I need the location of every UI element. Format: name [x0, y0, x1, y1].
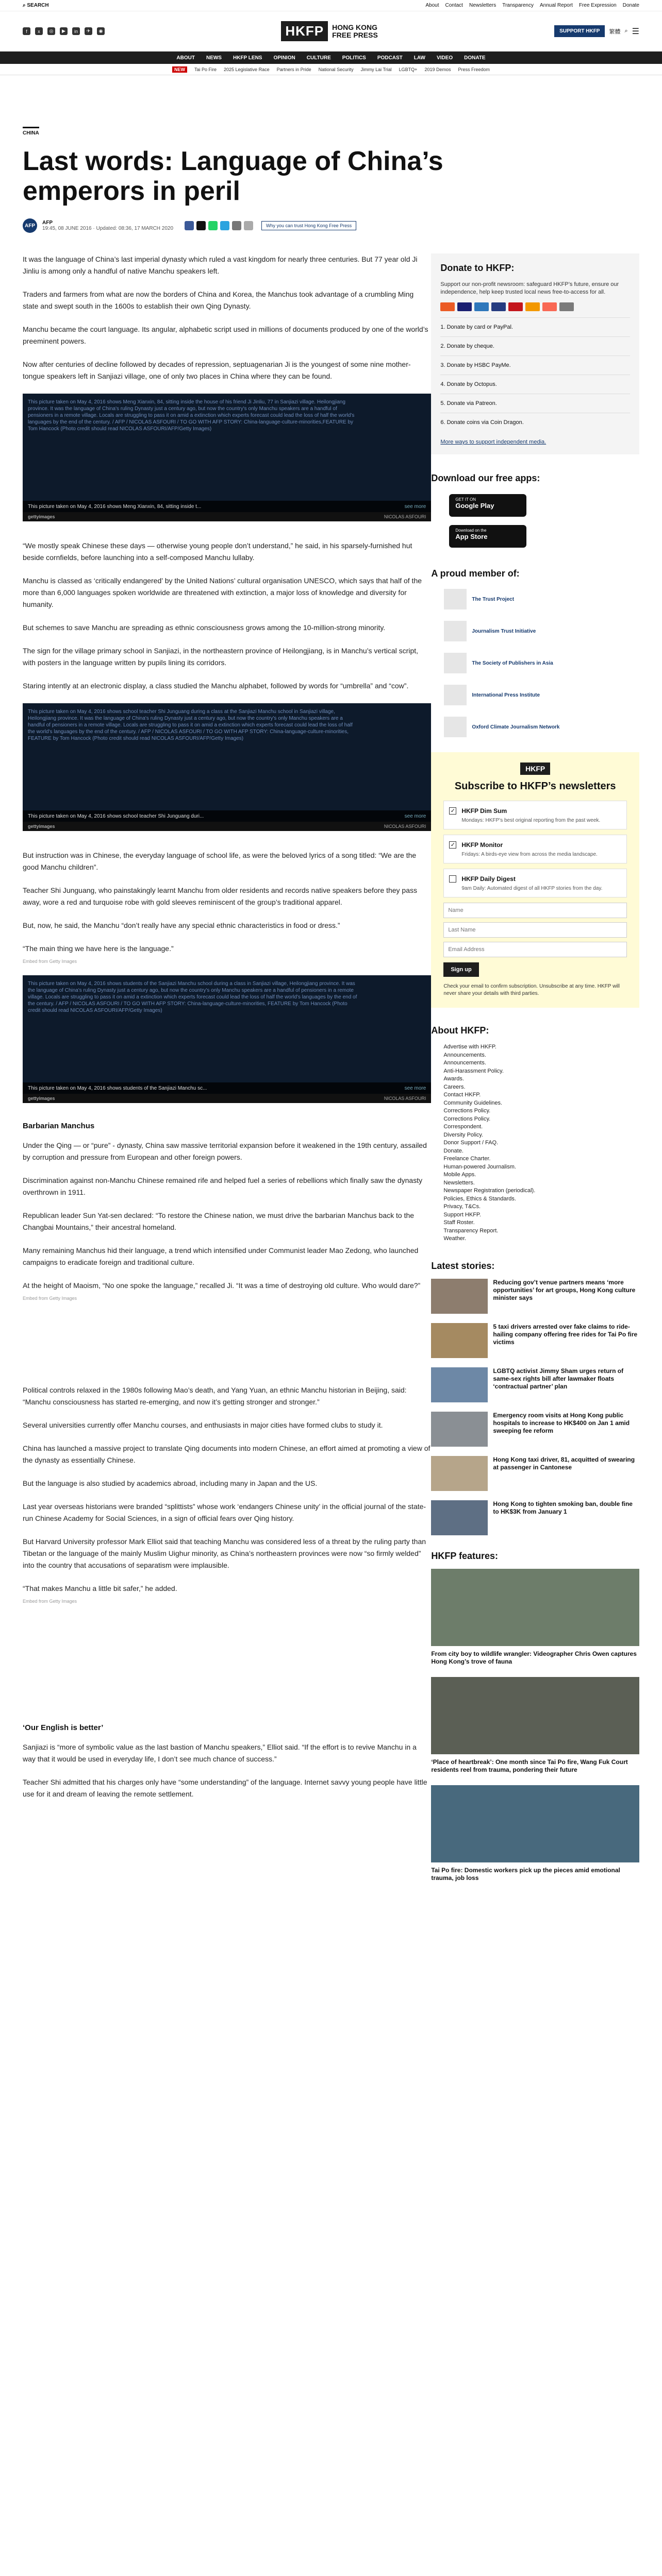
newsletter-fine-print: Check your email to confirm subscription. Unsubscribe at any time. HKFP will never share your details with third parties.	[443, 984, 620, 996]
nav-culture[interactable]: CULTURE	[306, 55, 331, 61]
about-link[interactable]: Contact HKFP.	[443, 1092, 481, 1098]
donate-option[interactable]: 6. Donate coins via Coin Dragon.	[440, 413, 630, 432]
about-link[interactable]: Announcements.	[443, 1060, 486, 1066]
features-title: HKFP features:	[431, 1550, 499, 1561]
story-headline[interactable]: Hong Kong to tighten smoking ban, double fine to HK$3K from January 1	[493, 1500, 633, 1515]
nav-law[interactable]: LAW	[413, 55, 425, 61]
twitter-icon[interactable]: x	[35, 27, 43, 35]
checkbox-checked[interactable]: ✓	[449, 807, 456, 815]
embed-credit: Embed from Getty Images	[23, 1599, 77, 1604]
cheque-icon	[559, 302, 574, 311]
nav-opinion[interactable]: OPINION	[273, 55, 295, 61]
about-section	[431, 1025, 639, 1243]
story-headline[interactable]: 5 taxi drivers arrested over fake claims to ride-hailing company offering free rides for Tai Po fire victims	[493, 1323, 638, 1346]
dateline: 19:45, 08 JUNE 2016 · Updated: 08:36, 17 MARCH 2020	[42, 226, 174, 231]
share-link-icon[interactable]	[244, 221, 253, 230]
about-link[interactable]: Donate.	[443, 1147, 464, 1154]
see-more-link[interactable]: see more	[404, 813, 426, 819]
subnav-item[interactable]: National Security	[318, 66, 354, 72]
about-link[interactable]: Transparency Report.	[443, 1227, 499, 1234]
support-button[interactable]: SUPPORT HKFP	[554, 25, 605, 37]
newsletter-box	[431, 752, 639, 1008]
paragraph: But instruction was in Chinese, the everyday language of school life, as were the beloved lyrics of a song titled: “We are the good Manchu children”.	[23, 851, 417, 871]
menu-icon[interactable]: ☰	[632, 27, 639, 36]
story-thumbnail[interactable]	[431, 1323, 488, 1358]
see-more-link[interactable]: see more	[404, 1085, 426, 1091]
about-link[interactable]: Advertise with HKFP.	[443, 1044, 496, 1050]
about-link[interactable]: Privacy, T&Cs.	[443, 1204, 481, 1210]
paragraph: Now after centuries of decline followed by decades of repression, septuagenarian Ji is the youngest of some nine mother-tongue speakers left in Sanjiazi village, one of only two places in China where they can be found.	[23, 360, 411, 380]
feature-headline[interactable]: Tai Po fire: Domestic workers pick up the pieces amid emotional trauma, job loss	[431, 1866, 620, 1882]
sopa-logo	[444, 653, 467, 673]
nav-lens[interactable]: HKFP LENS	[233, 55, 262, 61]
features-section	[431, 1551, 639, 1882]
photo-caption: This picture taken on May 4, 2016 shows Meng Xianxin, 84, sitting inside t...	[28, 503, 202, 510]
paragraph: Sanjiazi is “more of symbolic value as the last bastion of Manchu speakers,” Elliot said. “If the effort is to revive Manchu in a way that it would be used in everyday life, I don’t see much chance of success.”	[23, 1743, 417, 1763]
about-list	[431, 1043, 639, 1243]
trust-link[interactable]: Why you can trust Hong Kong Free Press	[261, 221, 356, 230]
more-ways-link[interactable]: More ways to support independent media.	[440, 439, 547, 445]
topbar-link-about[interactable]: About	[425, 3, 439, 8]
getty-logo[interactable]: gettyimages	[28, 824, 55, 829]
subheading: ‘Our English is better’	[23, 1723, 104, 1732]
feature-headline[interactable]: From city boy to wildlife wrangler: Videographer Chris Owen captures Hong Kong’s trove of fauna	[431, 1650, 637, 1665]
paragraph: Discrimination against non-Manchu Chinese remained rife and helped fuel a series of rebellions which finally saw the dynasty overthrown in 1911.	[23, 1176, 423, 1196]
facebook-icon[interactable]: f	[23, 27, 30, 35]
story-thumbnail[interactable]	[431, 1367, 488, 1402]
subnav-item[interactable]: 2019 Demos	[424, 66, 451, 72]
paragraph: But Harvard University professor Mark Elliot said that teaching Manchu was considered less of a threat by the ruling party than Tibetan or the language of the mainly Muslim Uighur minority, as China’s northeastern provinces were now “so firmly welded” into the country that accusations of separatism were implausible.	[23, 1537, 426, 1569]
feature-image[interactable]	[431, 1569, 639, 1646]
jti-logo	[444, 621, 467, 641]
paragraph: But schemes to save Manchu are spreading as ethnic consciousness grows among the 10-million-strong minority.	[23, 623, 386, 632]
rss-icon[interactable]: ◉	[97, 27, 105, 35]
logo-name-line-1: HONG KONG	[332, 23, 377, 31]
feature-headline[interactable]: ‘Place of heartbreak’: One month since Tai Po fire, Wang Fuk Court residents reel from trauma, pondering their future	[431, 1758, 628, 1773]
paragraph: Republican leader Sun Yat-sen declared: “To restore the Chinese nation, we must drive the barbarian Manchus back to the Changbai Mountains,” their ancestral homeland.	[23, 1211, 415, 1231]
photo-credit: NICOLAS ASFOURI	[384, 824, 426, 829]
share-telegram-icon[interactable]	[220, 221, 229, 230]
search-link[interactable]: ⌕ SEARCH	[23, 3, 49, 8]
embed-credit: Embed from Getty Images	[23, 959, 77, 964]
paragraph: But the language is also studied by academics abroad, including many in Japan and the US.	[23, 1479, 318, 1487]
paragraph: The sign for the village primary school in Sanjiazi, in the northeastern province of Heilongjiang, is in Manchu’s vertical script, with posters in the language written by pupils lining its corridors.	[23, 647, 419, 667]
getty-embed	[23, 975, 431, 1103]
paragraph: Several universities currently offer Manchu courses, and enthusiasts in major cities have formed clubs to study it.	[23, 1421, 383, 1429]
newsletter-option-monitor[interactable]: ✓ HKFP Monitor Fridays: A birds-eye view from across the media landscape.	[443, 835, 627, 863]
oxford-climate-logo	[444, 717, 467, 737]
subnav-item[interactable]: Partners in Pride	[276, 66, 311, 72]
apps-title: Download our free apps:	[431, 473, 540, 483]
about-link[interactable]: Staff Roster.	[443, 1219, 475, 1226]
paragraph: At the height of Maoism, “No one spoke the language,” recalled Ji. “It was a time of destroying old culture. Who would dare?”	[23, 1281, 421, 1290]
last-name-input[interactable]	[443, 922, 627, 938]
email-input[interactable]	[443, 942, 627, 957]
paragraph: Last year overseas historians were branded “splittists” whose work ‘endangers Chinese unity’ in the official journal of the state-run Chinese Academy for Social Sciences, in a sign of official fears over Qing history.	[23, 1502, 426, 1522]
donate-option[interactable]: 2. Donate by cheque.	[440, 336, 630, 355]
getty-logo[interactable]: gettyimages	[28, 1096, 55, 1101]
donate-option[interactable]: 4. Donate by Octopus.	[440, 375, 630, 394]
apps-section	[431, 473, 639, 553]
paragraph: Under the Qing — or “pure” - dynasty, China saw massive territorial expansion before it weakened in the 19th century, assailed by corruption and pressure from European and other foreign powers.	[23, 1141, 427, 1161]
story-item[interactable]	[431, 1412, 639, 1447]
site-logo[interactable]	[281, 21, 377, 41]
memberships	[431, 568, 639, 740]
share-email-icon[interactable]	[232, 221, 241, 230]
author-name[interactable]: AFP	[42, 220, 53, 226]
paragraph: It was the language of China’s last imperial dynasty which ruled a vast kingdom for nearly three centuries. But 77 year old Ji Jinliu is among only a handful of native Manchu speakers left.	[23, 255, 418, 275]
share-facebook-icon[interactable]	[185, 221, 194, 230]
embed-placeholder	[23, 1615, 431, 1708]
octopus-icon	[525, 302, 540, 311]
signup-button[interactable]: Sign up	[443, 962, 478, 977]
article-body	[23, 253, 431, 1893]
paragraph: Traders and farmers from what are now the borders of China and Korea, the Manchus took advantage of a crumbling Ming state and swept south in the 1600s to establish their own Qing Dynasty.	[23, 290, 414, 310]
story-headline[interactable]: Hong Kong taxi driver, 81, acquitted of swearing at passenger in Cantonese	[493, 1455, 635, 1471]
paragraph: Staring intently at an electronic display, a class studied the Manchu alphabet, followed by words for “umbrella” and “cow”.	[23, 682, 409, 690]
search-icon[interactable]: ⌕	[624, 28, 628, 34]
getty-logo[interactable]: gettyimages	[28, 514, 55, 519]
share-twitter-icon[interactable]	[196, 221, 206, 230]
share-buttons	[185, 221, 253, 230]
main-nav	[0, 52, 662, 64]
photo[interactable]	[23, 975, 431, 1103]
about-link[interactable]: Anti-Harassment Policy.	[443, 1067, 504, 1074]
patreon-icon	[542, 302, 557, 311]
story-thumbnail[interactable]	[431, 1500, 488, 1535]
photo-alt-text: This picture taken on May 4, 2016 shows school teacher Shi Junguang during a class at the Sanjiazi Manchu school in Sanjiazi village, Heilongjiang province. It was the language of China's ruling Dynasty just a century ago, but now the country's only Manchu speakers are a handful of pensioners in a remote village. Locals are struggling to pass it on amid a extinction which experts forecast could lead the loss of half the world's languages by the end of the century. / AFP / NICOLAS ASFOURI / TO GO WITH AFP STORY: China-language-culture-minorities, FEATURE by Tom Hancock (Photo credit should read NICOLAS ASFOURI/AFP/Getty Images)	[28, 709, 353, 741]
donate-option[interactable]: 1. Donate by card or PayPal.	[440, 317, 630, 336]
subnav-item[interactable]: Jimmy Lai Trial	[360, 66, 392, 72]
latest-title: Latest stories:	[431, 1260, 495, 1271]
story-item[interactable]	[431, 1500, 639, 1535]
nav-donate[interactable]: DONATE	[464, 55, 486, 61]
mastercard-icon	[440, 302, 455, 311]
subheading: Barbarian Manchus	[23, 1122, 95, 1130]
story-headline[interactable]: Emergency room visits at Hong Kong public hospitals to increase to HK$400 on Jan 1 amid sweeping fee reform	[493, 1411, 630, 1434]
story-item[interactable]	[431, 1367, 639, 1402]
paragraph: But, now, he said, the Manchu “don’t really have any special ethnic characteristics in food or dress.”	[23, 921, 340, 929]
app-store-badge[interactable]: Download on the App Store	[449, 525, 526, 548]
nav-politics[interactable]: POLITICS	[342, 55, 366, 61]
donate-title: Donate to HKFP:	[440, 263, 515, 273]
latest-stories	[431, 1261, 639, 1535]
nav-podcast[interactable]: PODCAST	[377, 55, 403, 61]
nav-video[interactable]: VIDEO	[436, 55, 453, 61]
about-link[interactable]: Support HKFP.	[443, 1211, 481, 1218]
about-link[interactable]: Donor Support / FAQ.	[443, 1140, 499, 1146]
new-badge: NEW	[172, 66, 187, 73]
topbar-link-donate[interactable]: Donate	[622, 3, 639, 8]
sidebar	[431, 253, 639, 1893]
feature-image[interactable]	[431, 1785, 639, 1862]
topbar-link-contact[interactable]: Contact	[445, 3, 463, 8]
about-link[interactable]: Corrections Policy.	[443, 1108, 491, 1114]
newsletter-option-daily-digest[interactable]: HKFP Daily Digest 9am Daily: Automated digest of all HKFP stories from the day.	[443, 869, 627, 897]
author-avatar: AFP	[23, 218, 37, 233]
feature-image[interactable]	[431, 1677, 639, 1754]
top-bar	[0, 0, 662, 11]
paragraph: Political controls relaxed in the 1980s following Mao’s death, and Yang Yuan, an ethnic Manchu historian in Beijing, said: “Manchu consciousness has started re-emerging, and now it’s getting stronger and stronger.”	[23, 1386, 407, 1406]
photo-caption: This picture taken on May 4, 2016 shows students of the Sanjiazi Manchu sc...	[28, 1085, 207, 1091]
linkedin-icon[interactable]: in	[72, 27, 80, 35]
about-link[interactable]: Correspondent.	[443, 1124, 483, 1130]
member-logo[interactable]: International Press Institute	[444, 682, 639, 708]
about-link[interactable]: Mobile Apps.	[443, 1172, 476, 1178]
logo-name-line-2: FREE PRESS	[332, 30, 378, 39]
photo-alt-text: This picture taken on May 4, 2016 shows Meng Xianxin, 84, sitting inside the house of his friend Ji Jinliu, 77 in Sanjiazi village. Heilongjiang province. It was the language of China's ruling Dynasty just a century ago, but now the country's only Manchu speakers are a handful of pensioners in a remote village. Locals are struggling to pass it on amid a extinction which experts forecast could lead the loss of half the world's languages by the end of the century. / AFP / NICOLAS ASFOURI / TO GO WITH AFP STORY: China-language-culture-minorities,FEATURE by Tom Hancock (Photo credit should read NICOLAS ASFOURI/AFP/Getty Images)	[28, 399, 355, 432]
about-link[interactable]: Policies, Ethics & Standards.	[443, 1195, 516, 1202]
photo-credit: NICOLAS ASFOURI	[384, 1096, 426, 1101]
page-body	[0, 75, 662, 1893]
story-thumbnail[interactable]	[431, 1456, 488, 1491]
member-logo[interactable]: The Society of Publishers in Asia	[444, 650, 639, 676]
about-link[interactable]: Diversity Policy.	[443, 1131, 484, 1138]
photo[interactable]	[23, 703, 431, 831]
subnav-item[interactable]: Press Freedom	[458, 66, 490, 72]
getty-embed	[23, 703, 431, 831]
article-title: Last words: Language of China’s emperors in peril	[23, 146, 443, 206]
checkbox-checked[interactable]: ✓	[449, 841, 456, 849]
paragraph: Many remaining Manchus hid their language, a trend which intensified under Communist leader Mao Zedong, who launched campaigns to eradicate foreign and traditional culture.	[23, 1246, 419, 1266]
topbar-link-annual-report[interactable]: Annual Report	[540, 3, 573, 8]
member-logo[interactable]: Oxford Climate Journalism Network	[444, 714, 639, 740]
instagram-icon[interactable]: ◎	[47, 27, 55, 35]
memberships-title: A proud member of:	[431, 568, 520, 579]
donate-option[interactable]: 3. Donate by HSBC PayMe.	[440, 355, 630, 375]
photo-alt-text: This picture taken on May 4, 2016 shows students of the Sanjiazi Manchu school during a class in Sanjiazi village, Heilongjiang province. It was the language of China's ruling Dynasty just a century ago, but now the country's only Manchu speakers are a handful of pensioners in a remote village. Locals are struggling to pass it on amid a extinction which experts forecast could lead the loss of half the world's languages by the end of the century. / AFP / NICOLAS ASFOURI / TO GO WITH AFP STORY: China-language-culture-minorities, FEATURE by Tom Hancock (Photo credit should read NICOLAS ASFOURI/AFP/Getty Images)	[28, 981, 357, 1013]
section-tag[interactable]: CHINA	[23, 127, 39, 136]
story-headline[interactable]: LGBTQ activist Jimmy Sham urges return of same-sex rights bill after lawmaker floats ‘contractual partner’ plan	[493, 1367, 624, 1390]
story-item[interactable]	[431, 1456, 639, 1491]
byline	[23, 218, 639, 233]
google-play-badge[interactable]: GET IT ON Google Play	[449, 494, 526, 517]
subnav-item[interactable]: Tai Po Fire	[194, 66, 217, 72]
newsletter-option-dim-sum[interactable]: ✓ HKFP Dim Sum Mondays: HKFP’s best original reporting from the past week.	[443, 801, 627, 829]
masthead	[0, 11, 662, 52]
story-item[interactable]	[431, 1323, 639, 1358]
paypal-icon	[491, 302, 506, 311]
story-item[interactable]	[431, 1279, 639, 1314]
embed-placeholder	[23, 1312, 431, 1384]
language-toggle[interactable]: 繁體	[609, 28, 621, 35]
newsletter-title: Subscribe to HKFP’s newsletters	[454, 781, 616, 792]
topbar-link-transparency[interactable]: Transparency	[502, 3, 534, 8]
subnav-item[interactable]: 2025 Legislative Race	[224, 66, 270, 72]
about-title: About HKFP:	[431, 1025, 489, 1036]
photo-caption: This picture taken on May 4, 2016 shows school teacher Shi Junguang duri...	[28, 813, 204, 819]
topbar-link-newsletters[interactable]: Newsletters	[469, 3, 496, 8]
paragraph: Manchu became the court language. Its angular, alphabetic script used in millions of documents produced by one of the world’s preeminent powers.	[23, 325, 428, 345]
newsletter-logo: HKFP	[520, 762, 550, 775]
about-link[interactable]: Community Guidelines.	[443, 1099, 503, 1106]
nav-about[interactable]: ABOUT	[176, 55, 195, 61]
member-logo[interactable]: Journalism Trust Initiative	[444, 618, 639, 644]
story-thumbnail[interactable]	[431, 1279, 488, 1314]
about-link[interactable]: Weather.	[443, 1235, 467, 1242]
paragraph: “That makes Manchu a little bit safer,” he added.	[23, 1584, 177, 1592]
topbar-link-free-expression[interactable]: Free Expression	[578, 3, 617, 8]
about-link[interactable]: Announcements.	[443, 1052, 486, 1058]
paragraph: China has launched a massive project to translate Qing documents into modern Chinese, an effort aimed at promoting a view of the dynasty as essentially Chinese.	[23, 1444, 431, 1464]
paragraph: “The main thing we have here is the language.”	[23, 944, 174, 953]
visa-icon	[457, 302, 472, 311]
payme-icon	[508, 302, 523, 311]
paragraph: “We mostly speak Chinese these days — otherwise young people don’t understand,” he said, in his sparsely-furnished hut beside cornfields, before launching into a self-composed Manchu lullaby.	[23, 541, 412, 562]
photo-credit: NICOLAS ASFOURI	[384, 514, 426, 519]
nav-news[interactable]: NEWS	[206, 55, 222, 61]
logo-mark: HKFP	[281, 21, 328, 41]
checkbox[interactable]	[449, 875, 456, 883]
about-link[interactable]: Human-powered Journalism.	[443, 1163, 516, 1170]
about-link[interactable]: Newsletters.	[443, 1179, 475, 1186]
donate-option[interactable]: 5. Donate via Patreon.	[440, 394, 630, 413]
member-logo[interactable]: The Trust Project	[444, 586, 639, 612]
trust-project-logo	[444, 589, 467, 609]
embed-credit: Embed from Getty Images	[23, 1296, 77, 1301]
about-link[interactable]: Awards.	[443, 1076, 464, 1082]
donate-box	[431, 253, 639, 454]
donate-text: Support our non-profit newsroom: safeguard HKFP’s future, ensure our independence, help keep trusted local news free-to-access for all.	[440, 281, 619, 295]
telegram-icon[interactable]: ✈	[85, 27, 92, 35]
social-links	[23, 27, 105, 35]
story-thumbnail[interactable]	[431, 1412, 488, 1447]
sub-nav	[0, 64, 662, 75]
about-link[interactable]: Freelance Charter.	[443, 1156, 491, 1162]
paragraph: Teacher Shi Junguang, who painstakingly learnt Manchu from older residents and records native speakers before they pass away, wore a red and turquoise robe with gold sleeves reminiscent of the group’s traditional apparel.	[23, 886, 417, 906]
see-more-link[interactable]: see more	[404, 503, 426, 510]
story-headline[interactable]: Reducing gov’t venue partners means ‘more opportunities’ for art groups, Hong Kong culture minister says	[493, 1278, 636, 1301]
amex-icon	[474, 302, 489, 311]
paragraph: Manchu is classed as ‘critically endangered’ by the United Nations’ cultural organisation UNESCO, which says that half of the more than 6,000 languages spoken worldwide are threatened with extinction, a major loss of knowledge and diversity for humanity.	[23, 577, 422, 608]
paragraph: Teacher Shi admitted that his charges only have “some understanding” of the language. Internet savvy young people have little use for it and dream of leaving the remote settlement.	[23, 1778, 427, 1798]
photo[interactable]	[23, 394, 431, 521]
about-link[interactable]: Careers.	[443, 1083, 466, 1090]
subnav-item[interactable]: LGBTQ+	[399, 66, 418, 72]
getty-embed	[23, 394, 431, 521]
ipi-logo	[444, 685, 467, 705]
about-link[interactable]: Corrections Policy.	[443, 1115, 491, 1122]
payment-icons	[440, 302, 630, 311]
share-whatsapp-icon[interactable]	[208, 221, 218, 230]
youtube-icon[interactable]: ▶	[60, 27, 68, 35]
first-name-input[interactable]	[443, 903, 627, 918]
about-link[interactable]: Newspaper Registration (periodical).	[443, 1188, 536, 1194]
